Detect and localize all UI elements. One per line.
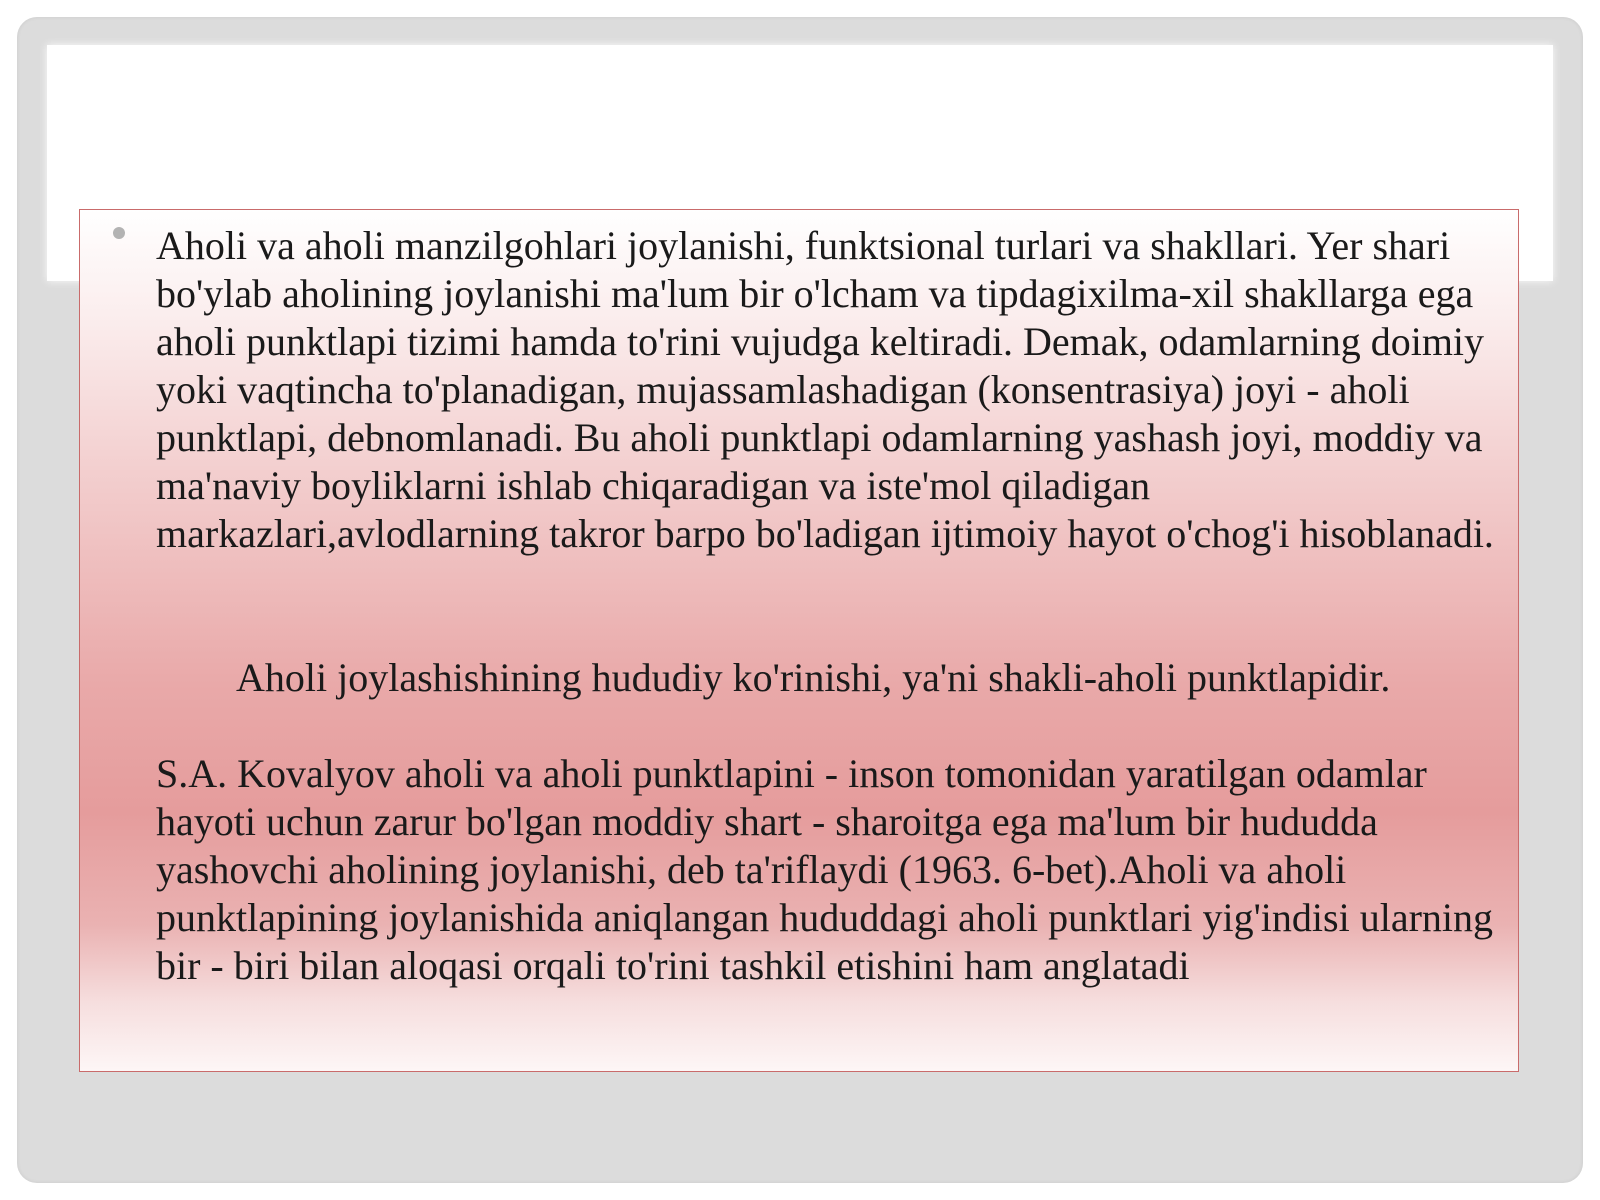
paragraph-2: Aholi joylashishining hududiy ko'rinishi, ya'ni shakli-aholi punktlapidir. xyxy=(156,655,1391,700)
content-box xyxy=(79,209,1519,1072)
bullet-dot-icon xyxy=(113,227,125,239)
paragraph-3: S.A. Kovalyov aholi va aholi punktlapini - inson tomonidan yaratilgan odamlar hayoti uchun zarur bo'lgan moddiy shart - sharoitga ega ma'lum bir hududda yashovchi aholining joylanishi, deb ta'riflaydi (1963. 6-bet).Aholi va aholi punktlapining joylanishida aniqlangan hududdagi aholi punktlari yig'indisi ularning bir - biri bilan aloqasi orqali to'rini tashkil etishini ham anglatadi xyxy=(156,751,1504,988)
paragraph-1: Aholi va aholi manzilgohlari joylanishi, funktsional turlari va shakllari. Yer shari bo'ylab aholining joylanishi ma'lum bir o'lcham va tipdagixilma-xil shakllarga ega aholi punktlapi tizimi hamda to'rini vujudga keltiradi. Demak, odamlarning doimiy yoki vaqtincha to'planadigan, mujassamlashadigan (konsentrasiya) joyi - aholi punktlapi, debnomlanadi. Bu aholi punktlapi odamlarning yashash joyi, moddiy va ma'naviy boyliklarni ishlab chiqaradigan va iste'mol qiladigan markazlari,avlodlarning takror barpo bo'ladigan ijtimoiy hayot o'chog'i hisoblanadi. xyxy=(156,223,1495,556)
